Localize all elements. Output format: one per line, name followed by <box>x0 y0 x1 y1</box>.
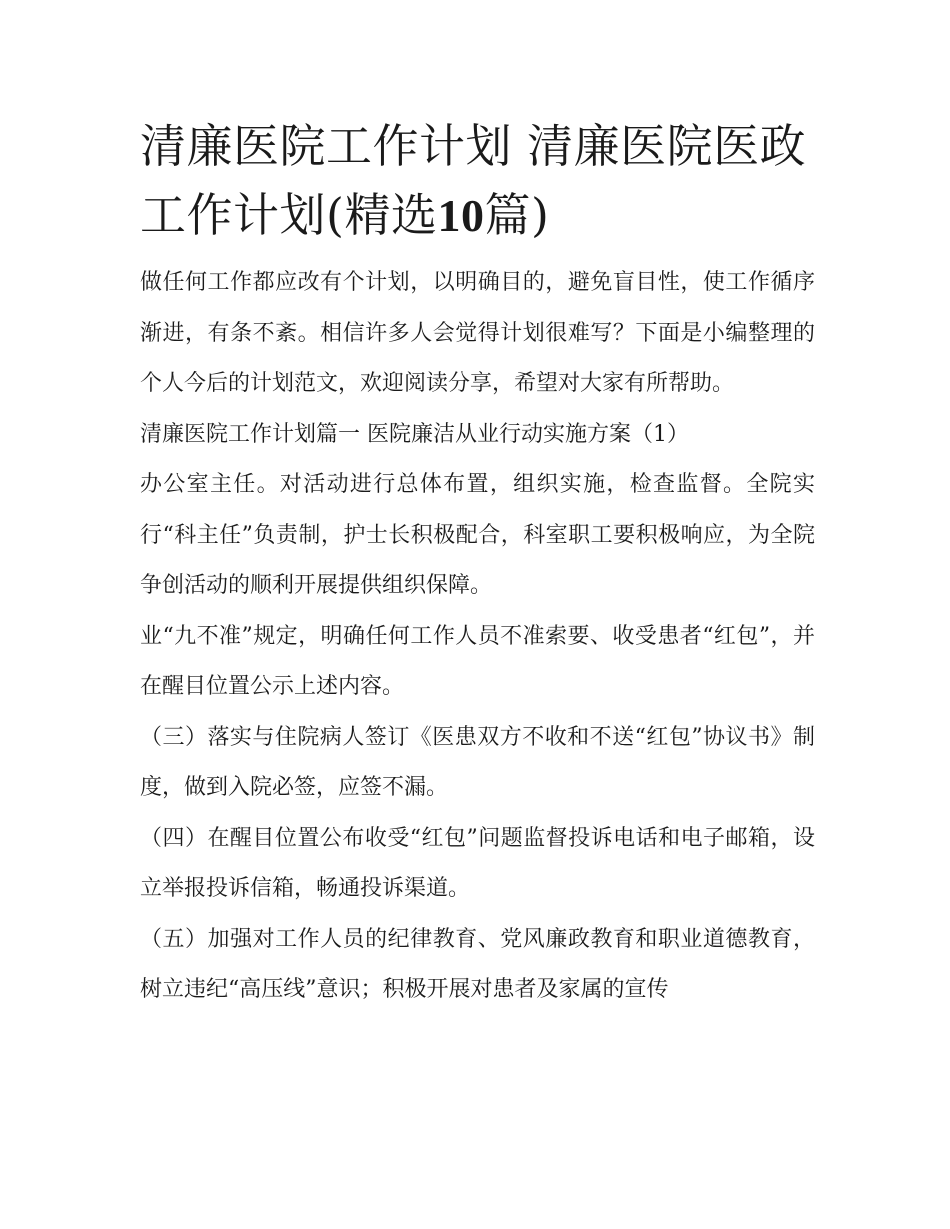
body-paragraph: 办公室主任。对活动进行总体布置，组织实施，检查监督。全院实行“科主任”负责制，护士长积极配合，科室职工要积极响应，为全院争创活动的顺利开展提供组织保障。 <box>140 472 815 598</box>
title-text-part2: 篇) <box>484 188 550 242</box>
section-heading: 清廉医院工作计划篇一 医院廉洁从业行动实施方案（1） <box>140 421 689 447</box>
intro-paragraph: 做任何工作都应改有个计划，以明确目的，避免盲目性，使工作循序渐进，有条不紊。相信许多人会觉得计划很难写？下面是小编整理的个人今后的计划范文，欢迎阅读分享，希望对大家有所帮助。 <box>140 270 815 396</box>
body-paragraph: 业“九不准”规定，明确任何工作人员不准索要、收受患者“红包”，并在醒目位置公示上述内容。 <box>140 623 815 699</box>
body-paragraph: （五）加强对工作人员的纪律教育、党风廉政教育和职业道德教育，树立违纪“高压线”意识；积极开展对患者及家属的宣传 <box>140 926 815 1002</box>
document-page <box>140 112 815 1016</box>
body-paragraph: （三）落实与住院病人签订《医患双方不收和不送“红包”协议书》制度，做到入院必签，应签不漏。 <box>140 724 815 800</box>
title-number: 10 <box>437 190 485 241</box>
document-title <box>140 112 815 250</box>
title-text-part1: 清廉医院工作计划 清廉医院医政工作计划(精选 <box>140 119 807 242</box>
body-paragraph: （四）在醒目位置公布收受“红包”问题监督投诉电话和电子邮箱，设立举报投诉信箱，畅通投诉渠道。 <box>140 825 815 901</box>
